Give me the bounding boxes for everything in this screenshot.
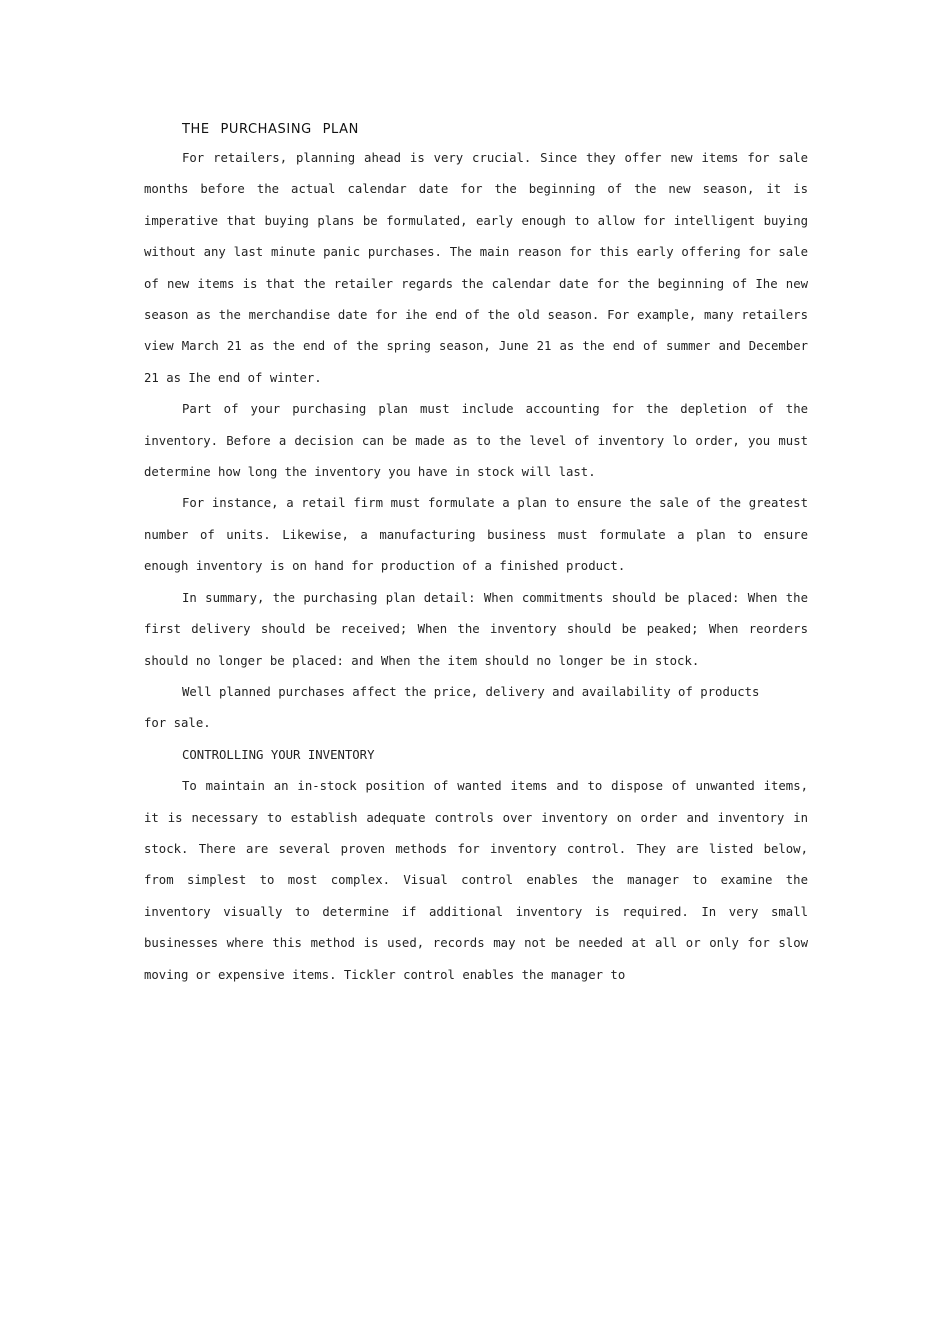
paragraph-inventory-depletion: Part of your purchasing plan must include accounting for the depletion of the inventory. Before a decision can be made as to the level of inventory lo order, you must determine how long the inventory you have in stock will last. [144, 402, 808, 480]
paragraph-summary: In summary, the purchasing plan detail: When commitments should be placed: When the first delivery should be received; When the inventory should be peaked; When reorders should no longer be placed: and When the item should no longer be in stock. [144, 590, 808, 668]
paragraph-formulate-plan: For instance, a retail firm must formulate a plan to ensure the sale of the greatest number of units. Likewise, a manufacturing business must formulate a plan to ensure enough inventory is on hand for production of a finished product. [144, 496, 808, 574]
section-title: THE PURCHASING PLAN [182, 122, 359, 137]
document-body [144, 117, 808, 991]
paragraph-inventory-control: To maintain an in-stock position of wanted items and to dispose of unwanted items, it is necessary to establish adequate controls over inventory on order and inventory in stock. There are several proven methods for inventory control. They are listed below, from simplest to most complex. Visual control enables the manager to examine the inventory visually to determine if additional inventory is required. In very small businesses where this method is used, records may not be needed at all or only for slow moving or expensive items. Tickler control enables the manager to [144, 779, 808, 982]
paragraph-retail-planning: For retailers, planning ahead is very crucial. Since they offer new items for sale months before the actual calendar date for the beginning of the new season, it is imperative that buying plans be formulated, early enough to allow for intelligent buying without any last minute panic purchases. The main reason for this early offering for sale of new items is that the retailer regards the calendar date for the beginning of Ihe new season as the merchandise date for ihe end of the old season. For example, many retailers view March 21 as the end of the spring season, June 21 as the end of summer and December 21 as Ihe end of winter. [144, 151, 808, 385]
paragraph-well-planned: Well planned purchases affect the price, delivery and availability of products for sale. [144, 684, 760, 731]
section-heading-controlling-inventory: CONTROLLING YOUR INVENTORY [182, 747, 375, 762]
